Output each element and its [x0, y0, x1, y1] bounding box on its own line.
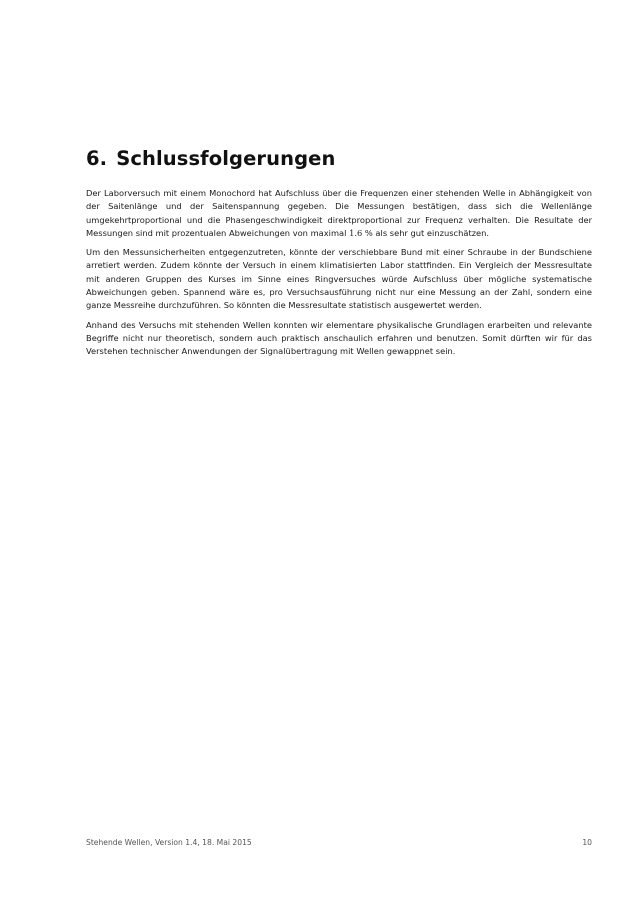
paragraph-text: als sehr gut einzuschätzen.: [372, 227, 490, 238]
deviation-value: 1.6 %: [349, 227, 373, 238]
page-footer: [86, 836, 592, 850]
paragraph-text: Der Laborversuch mit einem Monochord hat Aufschluss über die Frequenzen einer stehenden Welle in Abhängigkeit von der Saitenlänge und der Saitenspannung gegeben. Die Messungen bestätigen, dass sich die Wellenlänge umgekehrtproportional und die Phasengeschwindigkeit direktproportional zur Frequenz verhalten. Die Resultate der Messungen sind mit prozentualen Abweichungen von maximal: [86, 188, 592, 238]
paragraph-outlook: Anhand des Versuchs mit stehenden Wellen konnten wir elementare physikalische Grundlagen erarbeiten und relevante Begriffe nicht nur theoretisch, sondern auch praktisch anschaulich erfahren und benutzen. Somit dürften wir für das Verstehen technischer Anwendungen der Signalübertragung mit Wellen gewappnet sein.: [86, 319, 592, 357]
section-heading: [86, 147, 592, 171]
page-content: [86, 147, 592, 365]
paragraph-uncertainties: Um den Messunsicherheiten entgegenzutreten, könnte der verschiebbare Bund mit einer Schraube in der Bundschiene arretiert werden. Zudem könnte der Versuch in einem klimatisierten Labor stattfinden. Ein Vergleich der Messresultate mit anderen Gruppen des Kurses im Sinne eines Ringversuches würde Aufschluss über mögliche systematische Abweichungen geben. Spannend wäre es, pro Versuchsausführung nicht nur eine Messung an der Zahl, sondern eine ganze Messreihe durchzuführen. So könnten die Messresultate statistisch ausgewertet werden.: [86, 247, 592, 311]
footer-document-info: Stehende Wellen, Version 1.4, 18. Mai 2015: [86, 838, 252, 847]
page-number: 10: [582, 838, 592, 847]
section-number: 6.: [86, 147, 108, 170]
paragraph-conclusion: [86, 187, 592, 240]
section-title: Schlussfolgerungen: [116, 147, 336, 170]
